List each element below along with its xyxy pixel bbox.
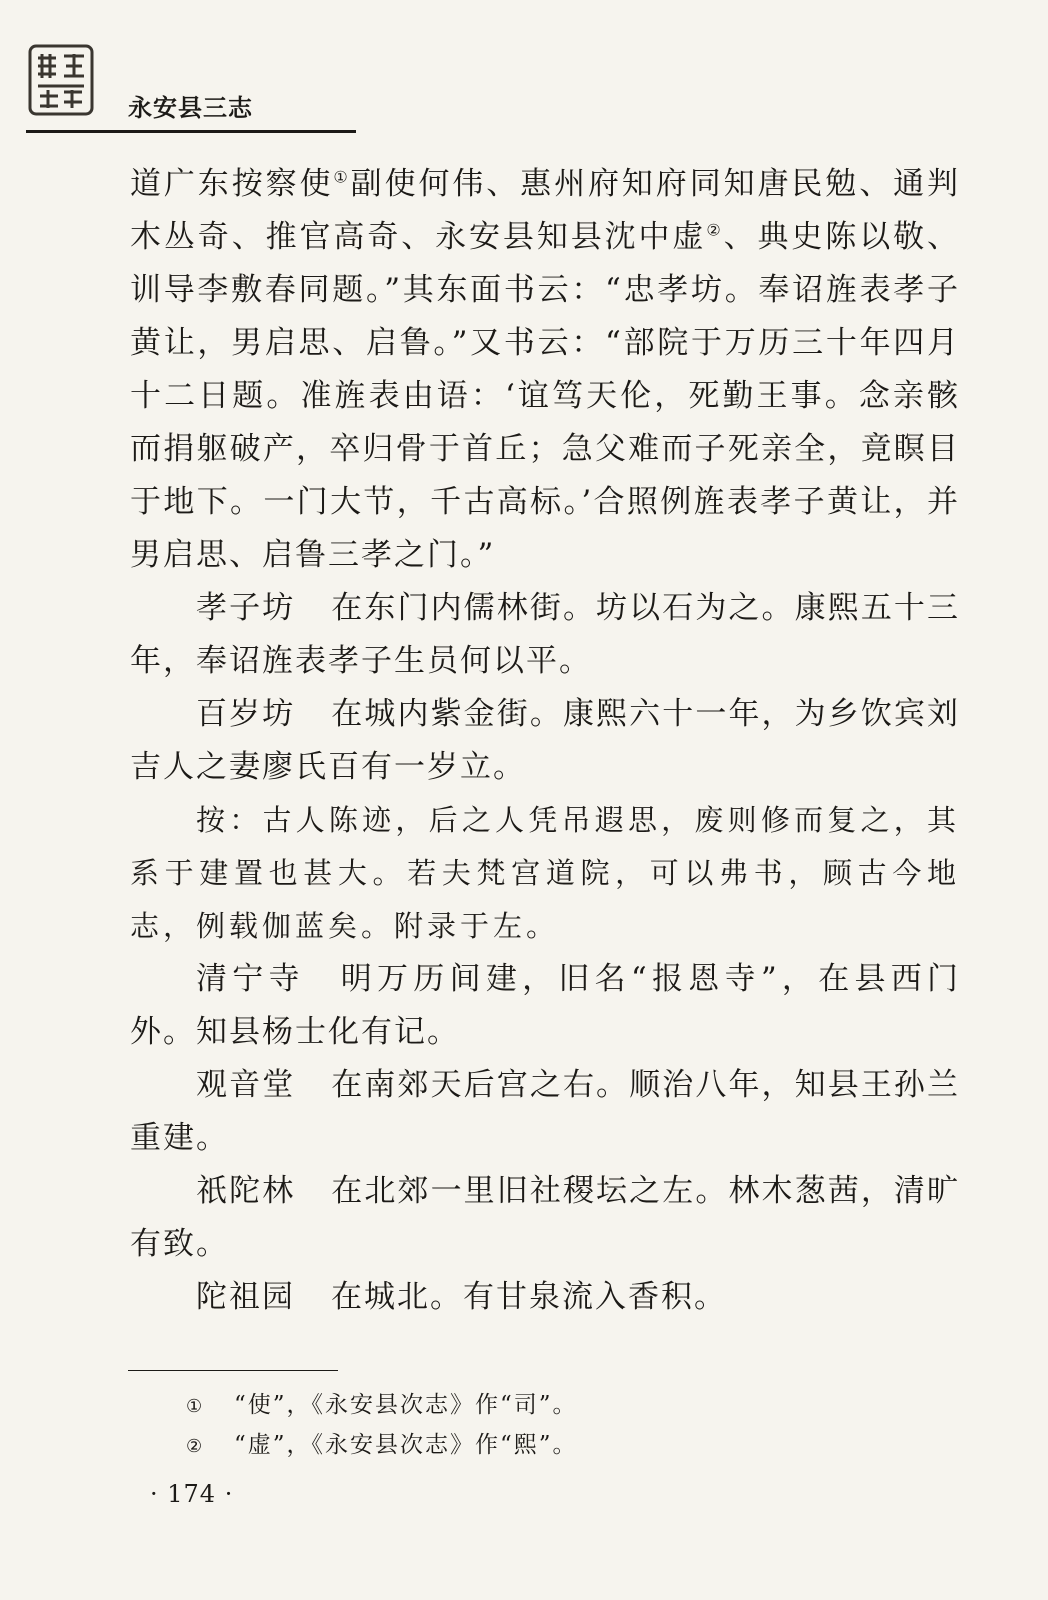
footnote-mark: ② [186, 1436, 205, 1457]
note-paragraph: 按：古人陈迹，后之人凭吊遐思，废则修而复之，其系于建置也甚大。若夫梵宫道院，可以弗书，顾古今地志，例载伽蓝矣。附录于左。 [130, 803, 960, 943]
footnote-rule [128, 1370, 338, 1371]
body-text [130, 158, 960, 1324]
entry-term: 百岁坊 [196, 696, 296, 732]
entry-text: 明万历间建，旧名“报恩寺”，在县西门外。知县杨士化有记。 [130, 961, 960, 1050]
entry-term: 清宁寺 [196, 961, 305, 997]
header-rule [26, 130, 356, 133]
paragraph-continued: 道广东按察使①副使何伟、惠州府知府同知唐民勉、通判木丛奇、推官高奇、永安县知县沈中虚②、典史陈以敬、训导李敷春同题。”其东面书云：“忠孝坊。奉诏旌表孝子黄让，男启思、启鲁。”又书云：“部院于万历三十年四月十二日题。准旌表由语：‘谊笃天伦，死勤王事。念亲骸而捐躯破产，卒归骨于首丘；急父难而子死亲全，竟瞑目于地下。一门大节，千古高标。’合照例旌表孝子黄让，并男启思、启鲁三孝之门。” [130, 166, 961, 573]
entry-text: 在东门内儒林街。坊以石为之。康熙五十三年，奉诏旌表孝子生员何以平。 [130, 590, 961, 679]
entry-paragraph [130, 1165, 960, 1271]
footnotes [186, 1386, 946, 1466]
entry-paragraph [130, 582, 960, 688]
entry-text: 在北郊一里旧社稷坛之左。林木葱茜，清旷有致。 [130, 1173, 961, 1262]
entry-term: 观音堂 [196, 1067, 296, 1103]
entry-term: 祇陀林 [196, 1173, 296, 1209]
entry-text: 在城北。有甘泉流入香积。 [331, 1279, 727, 1315]
page-number: · 174 · [150, 1480, 234, 1508]
entry-text: 在城内紫金街。康熙六十一年，为乡饮宾刘吉人之妻廖氏百有一岁立。 [130, 696, 961, 785]
entry-paragraph [130, 1271, 960, 1324]
entry-paragraph [130, 1059, 960, 1165]
footnote-text: “虚”，《永安县次志》作“熙”。 [234, 1432, 578, 1458]
entry-paragraph [130, 688, 960, 794]
running-header-title: 永安县三志 [128, 94, 253, 122]
footnote-ref-1[interactable]: ① [333, 167, 351, 187]
entry-term: 陀祖园 [196, 1279, 295, 1315]
footnote-2 [186, 1426, 946, 1466]
entry-term: 孝子坊 [196, 590, 296, 626]
entry-text: 在南郊天后宫之右。顺治八年，知县王孙兰重建。 [130, 1067, 961, 1156]
footnote-1 [186, 1386, 946, 1426]
footnote-text: “使”，《永安县次志》作“司”。 [234, 1392, 578, 1418]
entry-paragraph [130, 953, 960, 1059]
seal-stamp-icon [28, 44, 94, 116]
footnote-mark: ① [186, 1396, 205, 1417]
footnote-ref-2[interactable]: ② [706, 220, 724, 240]
